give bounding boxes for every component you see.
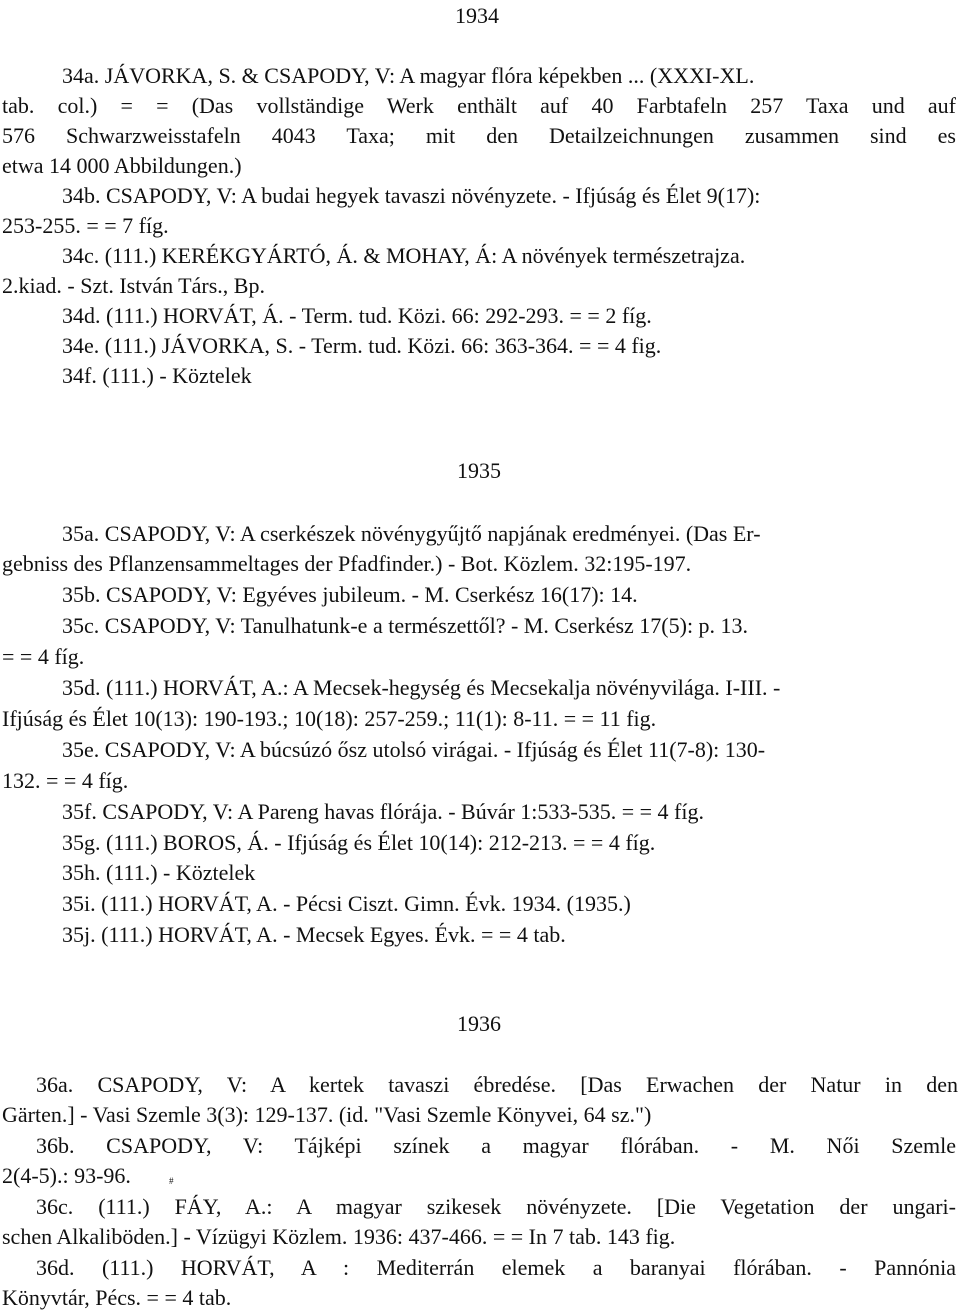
entry-35i: 35i. (111.) HORVÁT, A. - Pécsi Ciszt. Gimn. Évk. 1934. (1935.) [62, 891, 631, 916]
entry-35g: 35g. (111.) BOROS, Á. - Ifjúság és Élet 10(14): 212-213. = = 4 fíg. [62, 830, 656, 855]
section-year-1936: 1936 [457, 1011, 501, 1036]
entry-35b: 35b. CSAPODY, V: Egyéves jubileum. - M. Cserkész 16(17): 14. [62, 582, 638, 607]
entry-35f: 35f. CSAPODY, V: A Pareng havas flórája. - Búvár 1:533-535. = = 4 fíg. [62, 799, 704, 824]
entry-36c-cont: schen Alkaliböden.] - Vízügyi Közlem. 1936: 437-466. = = In 7 tab. 143 fig. [2, 1224, 676, 1249]
entry-36b: 36b. CSAPODY, V: Tájképi színek a magyar flórában. - M. Női Szemle [36, 1133, 956, 1158]
entry-34c-cont: 2.kiad. - Szt. István Társ., Bp. [2, 273, 265, 298]
entry-34a: 34a. JÁVORKA, S. & CSAPODY, V: A magyar flóra képekben ... (XXXI-XL. [62, 63, 755, 88]
entry-35a: 35a. CSAPODY, V: A cserkészek növénygyűjtő napjának eredményei. (Das Er- [62, 521, 761, 546]
section-year-1934: 1934 [455, 3, 499, 28]
entry-36d: 36d. (111.) HORVÁT, A : Mediterrán elemek a baranyai flórában. - Pannónia [36, 1255, 956, 1280]
entry-35h: 35h. (111.) - Köztelek [62, 860, 256, 885]
entry-35e-cont: 132. = = 4 fíg. [2, 768, 129, 793]
entry-35d-cont: Ifjúság és Élet 10(13): 190-193.; 10(18): 257-259.; 11(1): 8-11. = = 11 fig. [2, 706, 657, 731]
entry-34c: 34c. (111.) KERÉKGYÁRTÓ, Á. & MOHAY, Á: A növények természetrajza. [62, 243, 746, 268]
entry-35c-cont: = = 4 fíg. [2, 644, 85, 669]
entry-36c: 36c. (111.) FÁY, A.: A magyar szikesek növényzete. [Die Vegetation der ungari- [36, 1194, 956, 1219]
entry-34a-cont: etwa 14 000 Abbildungen.) [2, 153, 242, 178]
entry-36a: 36a. CSAPODY, V: A kertek tavaszi ébredése. [Das Erwachen der Natur in den [36, 1072, 958, 1097]
entry-36d-cont: Könyvtár, Pécs. = = 4 tab. [2, 1285, 232, 1310]
entry-34a-cont: 576 Schwarzweisstafeln 4043 Taxa; mit den Detailzeichnungen zusammen sind es [2, 123, 956, 148]
stray-mark: # [169, 1176, 174, 1186]
entry-35c: 35c. CSAPODY, V: Tanulhatunk-e a természettől? - M. Cserkész 17(5): p. 13. [62, 613, 749, 638]
entry-34b: 34b. CSAPODY, V: A budai hegyek tavaszi növényzete. - Ifjúság és Élet 9(17): [62, 183, 761, 208]
entry-35a-cont: gebniss des Pflanzensammeltages der Pfadfinder.) - Bot. Közlem. 32:195-197. [2, 551, 692, 576]
entry-36a-cont: Gärten.] - Vasi Szemle 3(3): 129-137. (id. "Vasi Szemle Könyvei, 64 sz.") [2, 1102, 652, 1127]
entry-35d: 35d. (111.) HORVÁT, A.: A Mecsek-hegység és Mecsekalja növényvilága. I-III. - [62, 675, 781, 700]
section-year-1935: 1935 [457, 458, 501, 483]
entry-35e: 35e. CSAPODY, V: A búcsúzó ősz utolsó virágai. - Ifjúság és Élet 11(7-8): 130- [62, 737, 766, 762]
entry-34a-cont: tab. col.) = = (Das vollständige Werk enthält auf 40 Farbtafeln 257 Taxa und auf [2, 93, 956, 118]
entry-34f: 34f. (111.) - Köztelek [62, 363, 252, 388]
entry-34d: 34d. (111.) HORVÁT, Á. - Term. tud. Közi. 66: 292-293. = = 2 fíg. [62, 303, 652, 328]
entry-35j: 35j. (111.) HORVÁT, A. - Mecsek Egyes. Évk. = = 4 tab. [62, 922, 566, 947]
entry-36b-cont: 2(4-5).: 93-96. [2, 1163, 131, 1188]
entry-34b-cont: 253-255. = = 7 fíg. [2, 213, 169, 238]
entry-34e: 34e. (111.) JÁVORKA, S. - Term. tud. Közi. 66: 363-364. = = 4 fig. [62, 333, 662, 358]
